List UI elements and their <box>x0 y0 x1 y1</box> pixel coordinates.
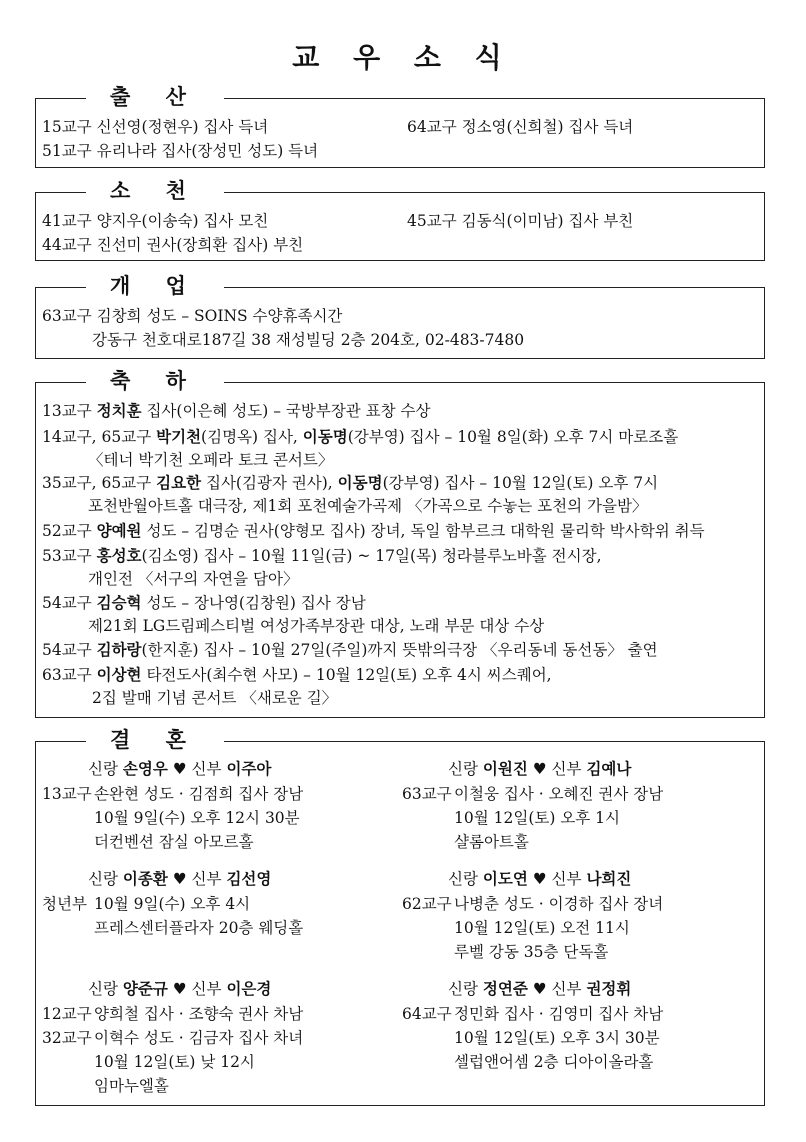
wedding-detail: 10월 9일(수) 오후 4시 <box>94 895 251 913</box>
celebration-item <box>42 472 658 494</box>
groom-name: 정연준 <box>482 979 528 998</box>
wedding-section-label: 결 혼 <box>86 727 224 753</box>
couple-heading <box>88 868 271 890</box>
groom-name: 이종환 <box>122 869 168 888</box>
wedding-detail: 나병춘 성도 · 이경하 집사 장녀 <box>454 895 664 913</box>
bride-name: 이주아 <box>226 759 272 778</box>
parish: 63교구 <box>42 666 97 684</box>
birth-item: 51교구 유리나라 집사(장성민 성도) 득녀 <box>42 142 319 160</box>
groom-name: 손영우 <box>122 759 168 778</box>
bride-prefix: 신부 <box>186 760 227 778</box>
honoree-name: 김승혁 <box>96 593 142 612</box>
celebration-item <box>42 592 366 614</box>
groom-name: 양준규 <box>122 979 168 998</box>
groom-prefix: 신랑 <box>88 980 123 998</box>
parish: 13교구 <box>42 785 92 803</box>
parish: 64교구 <box>402 1005 452 1023</box>
celebration-detail: 성도 – 장나영(김창원) 집사 장남 <box>141 594 366 612</box>
birth-section-label: 출 산 <box>86 84 224 110</box>
heart-icon: ♥ <box>527 760 547 778</box>
couple-heading <box>448 868 631 890</box>
bride-prefix: 신부 <box>186 870 227 888</box>
wedding-detail: 프레스센터플라자 20층 웨딩홀 <box>94 919 304 937</box>
parish: 54교구 <box>42 641 97 659</box>
heart-icon: ♥ <box>167 980 187 998</box>
wedding-detail: 이혁수 성도 · 김금자 집사 차녀 <box>94 1029 304 1047</box>
celebration-detail: (강부영) 집사 – 10월 8일(화) 오후 7시 마로조홀 <box>347 428 679 446</box>
bride-prefix: 신부 <box>186 980 227 998</box>
celebration-item <box>42 400 431 422</box>
bride-name: 김예나 <box>586 759 632 778</box>
bride-prefix: 신부 <box>546 870 587 888</box>
parish: 53교구 <box>42 547 97 565</box>
honoree-name: 정치훈 <box>96 401 142 420</box>
parish: 62교구 <box>402 895 452 913</box>
celebration-detail: (강부영) 집사 – 10월 12일(토) 오후 7시 <box>382 474 659 492</box>
bride-name: 이은경 <box>226 979 272 998</box>
celebration-item <box>42 426 678 448</box>
celebration-section <box>35 368 765 718</box>
celebration-detail: 타전도사(최수현 사모) – 10월 12일(토) 오후 4시 씨스퀘어, <box>141 666 552 684</box>
parish: 13교구 <box>42 402 97 420</box>
groom-name: 이원진 <box>482 759 528 778</box>
celebration-detail: (김명옥) 집사, <box>201 428 303 446</box>
celebration-item-continued: 포천반월아트홀 대극장, 제1회 포천예술가곡제 〈가곡으로 수놓는 포천의 가을밤〉 <box>88 497 648 515</box>
wedding-detail: 10월 12일(토) 오후 1시 <box>454 809 621 827</box>
couple-heading <box>88 978 271 1000</box>
wedding-detail: 10월 12일(토) 낮 12시 <box>94 1053 255 1071</box>
parish: 청년부 <box>42 895 87 913</box>
celebration-item-continued: 〈테너 박기천 오페라 토크 콘서트〉 <box>88 451 334 469</box>
honoree-name: 박기천 <box>156 427 202 446</box>
wedding-detail: 이철웅 집사 · 오혜진 권사 장남 <box>454 785 664 803</box>
celebration-detail: (김소영) 집사 – 10월 11일(금) ~ 17일(목) 청라블루노바홀 전시장, <box>141 547 602 565</box>
couple-heading <box>448 758 631 780</box>
parish: 35교구, 65교구 <box>42 474 157 492</box>
opening-section <box>35 273 765 359</box>
groom-prefix: 신랑 <box>448 870 483 888</box>
opening-section-label: 개 업 <box>86 273 224 299</box>
heart-icon: ♥ <box>167 870 187 888</box>
wedding-detail: 루벨 강동 35층 단독홀 <box>454 943 609 961</box>
mourning-section <box>35 178 765 261</box>
wedding-detail: 10월 9일(수) 오후 12시 30분 <box>94 809 300 827</box>
mourning-item: 41교구 양지우(이송숙) 집사 모친 <box>42 212 269 230</box>
celebration-detail: 집사(김광자 권사), <box>201 474 338 492</box>
bride-name: 김선영 <box>226 869 272 888</box>
heart-icon: ♥ <box>527 870 547 888</box>
wedding-detail: 정민화 집사 · 김영미 집사 차남 <box>454 1005 664 1023</box>
groom-name: 이도연 <box>482 869 528 888</box>
groom-prefix: 신랑 <box>448 980 483 998</box>
heart-icon: ♥ <box>167 760 187 778</box>
bride-name: 나희진 <box>586 869 632 888</box>
honoree-name: 양예원 <box>96 521 142 540</box>
wedding-detail: 샬롬아트홀 <box>454 833 529 851</box>
parish: 52교구 <box>42 522 97 540</box>
mourning-item: 45교구 김동식(이미남) 집사 부친 <box>407 212 634 230</box>
groom-prefix: 신랑 <box>88 760 123 778</box>
celebration-section-label: 축 하 <box>86 368 224 394</box>
wedding-detail: 10월 12일(토) 오전 11시 <box>454 919 630 937</box>
celebration-detail: (한지훈) 집사 – 10월 27일(주일)까지 뜻밖의극장 〈우리동네 동선동〉 출연 <box>141 641 658 659</box>
honoree-name: 홍성호 <box>96 546 142 565</box>
bride-name: 권정휘 <box>586 979 632 998</box>
groom-prefix: 신랑 <box>448 760 483 778</box>
bride-prefix: 신부 <box>546 980 587 998</box>
celebration-item-continued: 2집 발매 기념 콘서트 〈새로운 길〉 <box>92 689 338 707</box>
celebration-detail: 집사(이은혜 성도) – 국방부장관 표창 수상 <box>141 402 431 420</box>
wedding-detail: 손완현 성도 · 김점희 집사 장남 <box>94 785 304 803</box>
parish: 14교구, 65교구 <box>42 428 157 446</box>
wedding-detail: 임마누엘홀 <box>94 1077 169 1095</box>
celebration-item <box>42 545 602 567</box>
opening-item: 63교구 김창희 성도 – SOINS 수양휴족시간 <box>42 307 343 325</box>
birth-item: 64교구 정소영(신희철) 집사 득녀 <box>407 118 634 136</box>
wedding-section <box>35 727 765 1106</box>
honoree-name: 김하랑 <box>96 640 142 659</box>
parish: 12교구 <box>42 1005 92 1023</box>
celebration-item <box>42 520 705 542</box>
wedding-detail: 셀럽앤어셈 2층 디아이올라홀 <box>454 1053 654 1071</box>
celebration-item <box>42 664 552 686</box>
parish: 32교구 <box>42 1029 92 1047</box>
birth-item: 15교구 신선영(정현우) 집사 득녀 <box>42 118 269 136</box>
mourning-section-label: 소 천 <box>86 178 224 204</box>
parish: 63교구 <box>402 785 452 803</box>
honoree-name: 김요한 <box>156 473 202 492</box>
honoree-name: 이동명 <box>302 427 348 446</box>
wedding-detail: 10월 12일(토) 오후 3시 30분 <box>454 1029 660 1047</box>
celebration-item <box>42 639 658 661</box>
wedding-detail: 양희철 집사 · 조향숙 권사 차남 <box>94 1005 304 1023</box>
heart-icon: ♥ <box>527 980 547 998</box>
couple-heading <box>88 758 271 780</box>
honoree-name: 이상현 <box>96 665 142 684</box>
parish: 54교구 <box>42 594 97 612</box>
page-title: 교 우 소 식 <box>292 41 514 74</box>
honoree-name: 이동명 <box>337 473 383 492</box>
wedding-detail: 더컨벤션 잠실 아모르홀 <box>94 833 254 851</box>
celebration-item-continued: 제21회 LG드림페스티벌 여성가족부장관 대상, 노래 부문 대상 수상 <box>88 617 545 635</box>
mourning-item: 44교구 진선미 권사(장희환 집사) 부친 <box>42 236 304 254</box>
groom-prefix: 신랑 <box>88 870 123 888</box>
celebration-item-continued: 개인전 〈서구의 자연을 담아〉 <box>88 570 299 588</box>
birth-section <box>35 84 765 168</box>
bride-prefix: 신부 <box>546 760 587 778</box>
couple-heading <box>448 978 631 1000</box>
opening-address: 강동구 천호대로187길 38 재성빌딩 2층 204호, 02-483-7480 <box>92 331 525 349</box>
celebration-detail: 성도 – 김명순 권사(양형모 집사) 장녀, 독일 함부르크 대학원 물리학 박사학위 취득 <box>141 522 705 540</box>
